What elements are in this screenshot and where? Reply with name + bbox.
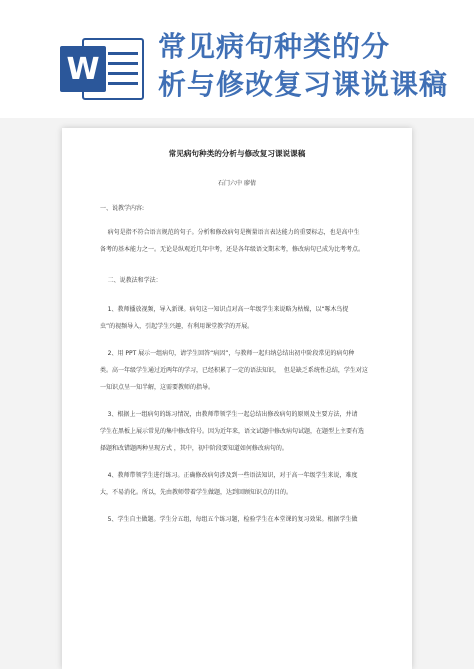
- paragraph-line: 4、教师带领学生进行练习。正确修改病句涉及到一些语法知识，对于高一年级学生来说，难度: [100, 472, 358, 479]
- paragraph-line: 3、根据上一组病句的练习情况，由教师带领学生一起总结出修改病句的原则及主要方法，并请: [100, 411, 358, 418]
- banner: [0, 0, 474, 120]
- word-document-icon: [60, 38, 144, 100]
- paragraph-line: 大，不易消化。所以，先由教师带着学生做题，达到回顾知识点的目的。: [100, 489, 293, 496]
- banner-title-line2: 析与修改复习课说课稿: [158, 68, 449, 101]
- paragraph-line: 1、教师播放视频，导入新课。病句这一知识点对高一年级学生来说略为枯燥，以“啄木鸟捉: [100, 306, 349, 313]
- paragraph-line: 类。高一年级学生通过近两年的学习，已经积累了一定的语法知识， 但是缺乏系统性总结，学生对这: [100, 367, 368, 374]
- banner-title: [158, 28, 468, 104]
- paragraph-heading-1: 一、说教学内容:: [100, 205, 145, 212]
- paragraph-heading-2: 二、说教法和学法：: [100, 277, 162, 284]
- paragraph-line: 学生在黑板上展示常见的集中修改符号。因为近年来，语文试题中修改病句试题，在题型上主要有选: [100, 428, 365, 435]
- word-w-badge: W: [60, 46, 106, 92]
- banner-title-line1: 常见病句种类的分: [158, 30, 391, 63]
- paragraph-line: 5、学生自主做题。学生分五组，每组五个练习题，检验学生在本堂课的复习效果。根据学生做: [100, 516, 358, 523]
- document-page: [62, 128, 412, 669]
- paragraph-line: 一知识点呈一知半解，这需要教师的指导。: [100, 384, 215, 391]
- document-author: 石门六中 廖倩: [218, 180, 256, 187]
- paragraph-line: 病句是指不符合语言规范的句子。分析和修改病句是衡量语言表达能力的重要标志，也是高中生: [100, 229, 360, 236]
- paragraph-line: 备考的基本能力之一。无论是纵观近几年中考，还是各年级语文期末考，修改病句已成为比考考点。: [100, 246, 365, 253]
- paragraph-line: 虫”的视频导入，引起学生兴趣，有利用课堂教学的开展。: [100, 323, 254, 330]
- paragraph-line: 2、用 PPT 展示一组病句，请学生回答“病因”，与教师一起归纳总结出初中阶段常见的病句种: [100, 350, 355, 357]
- document-title: 常见病句种类的分析与修改复习课说课稿: [168, 149, 306, 158]
- paragraph-line: 择题和改错题两种呈现方式 ，其中，初中阶段要知道如何修改病句的。: [100, 445, 288, 452]
